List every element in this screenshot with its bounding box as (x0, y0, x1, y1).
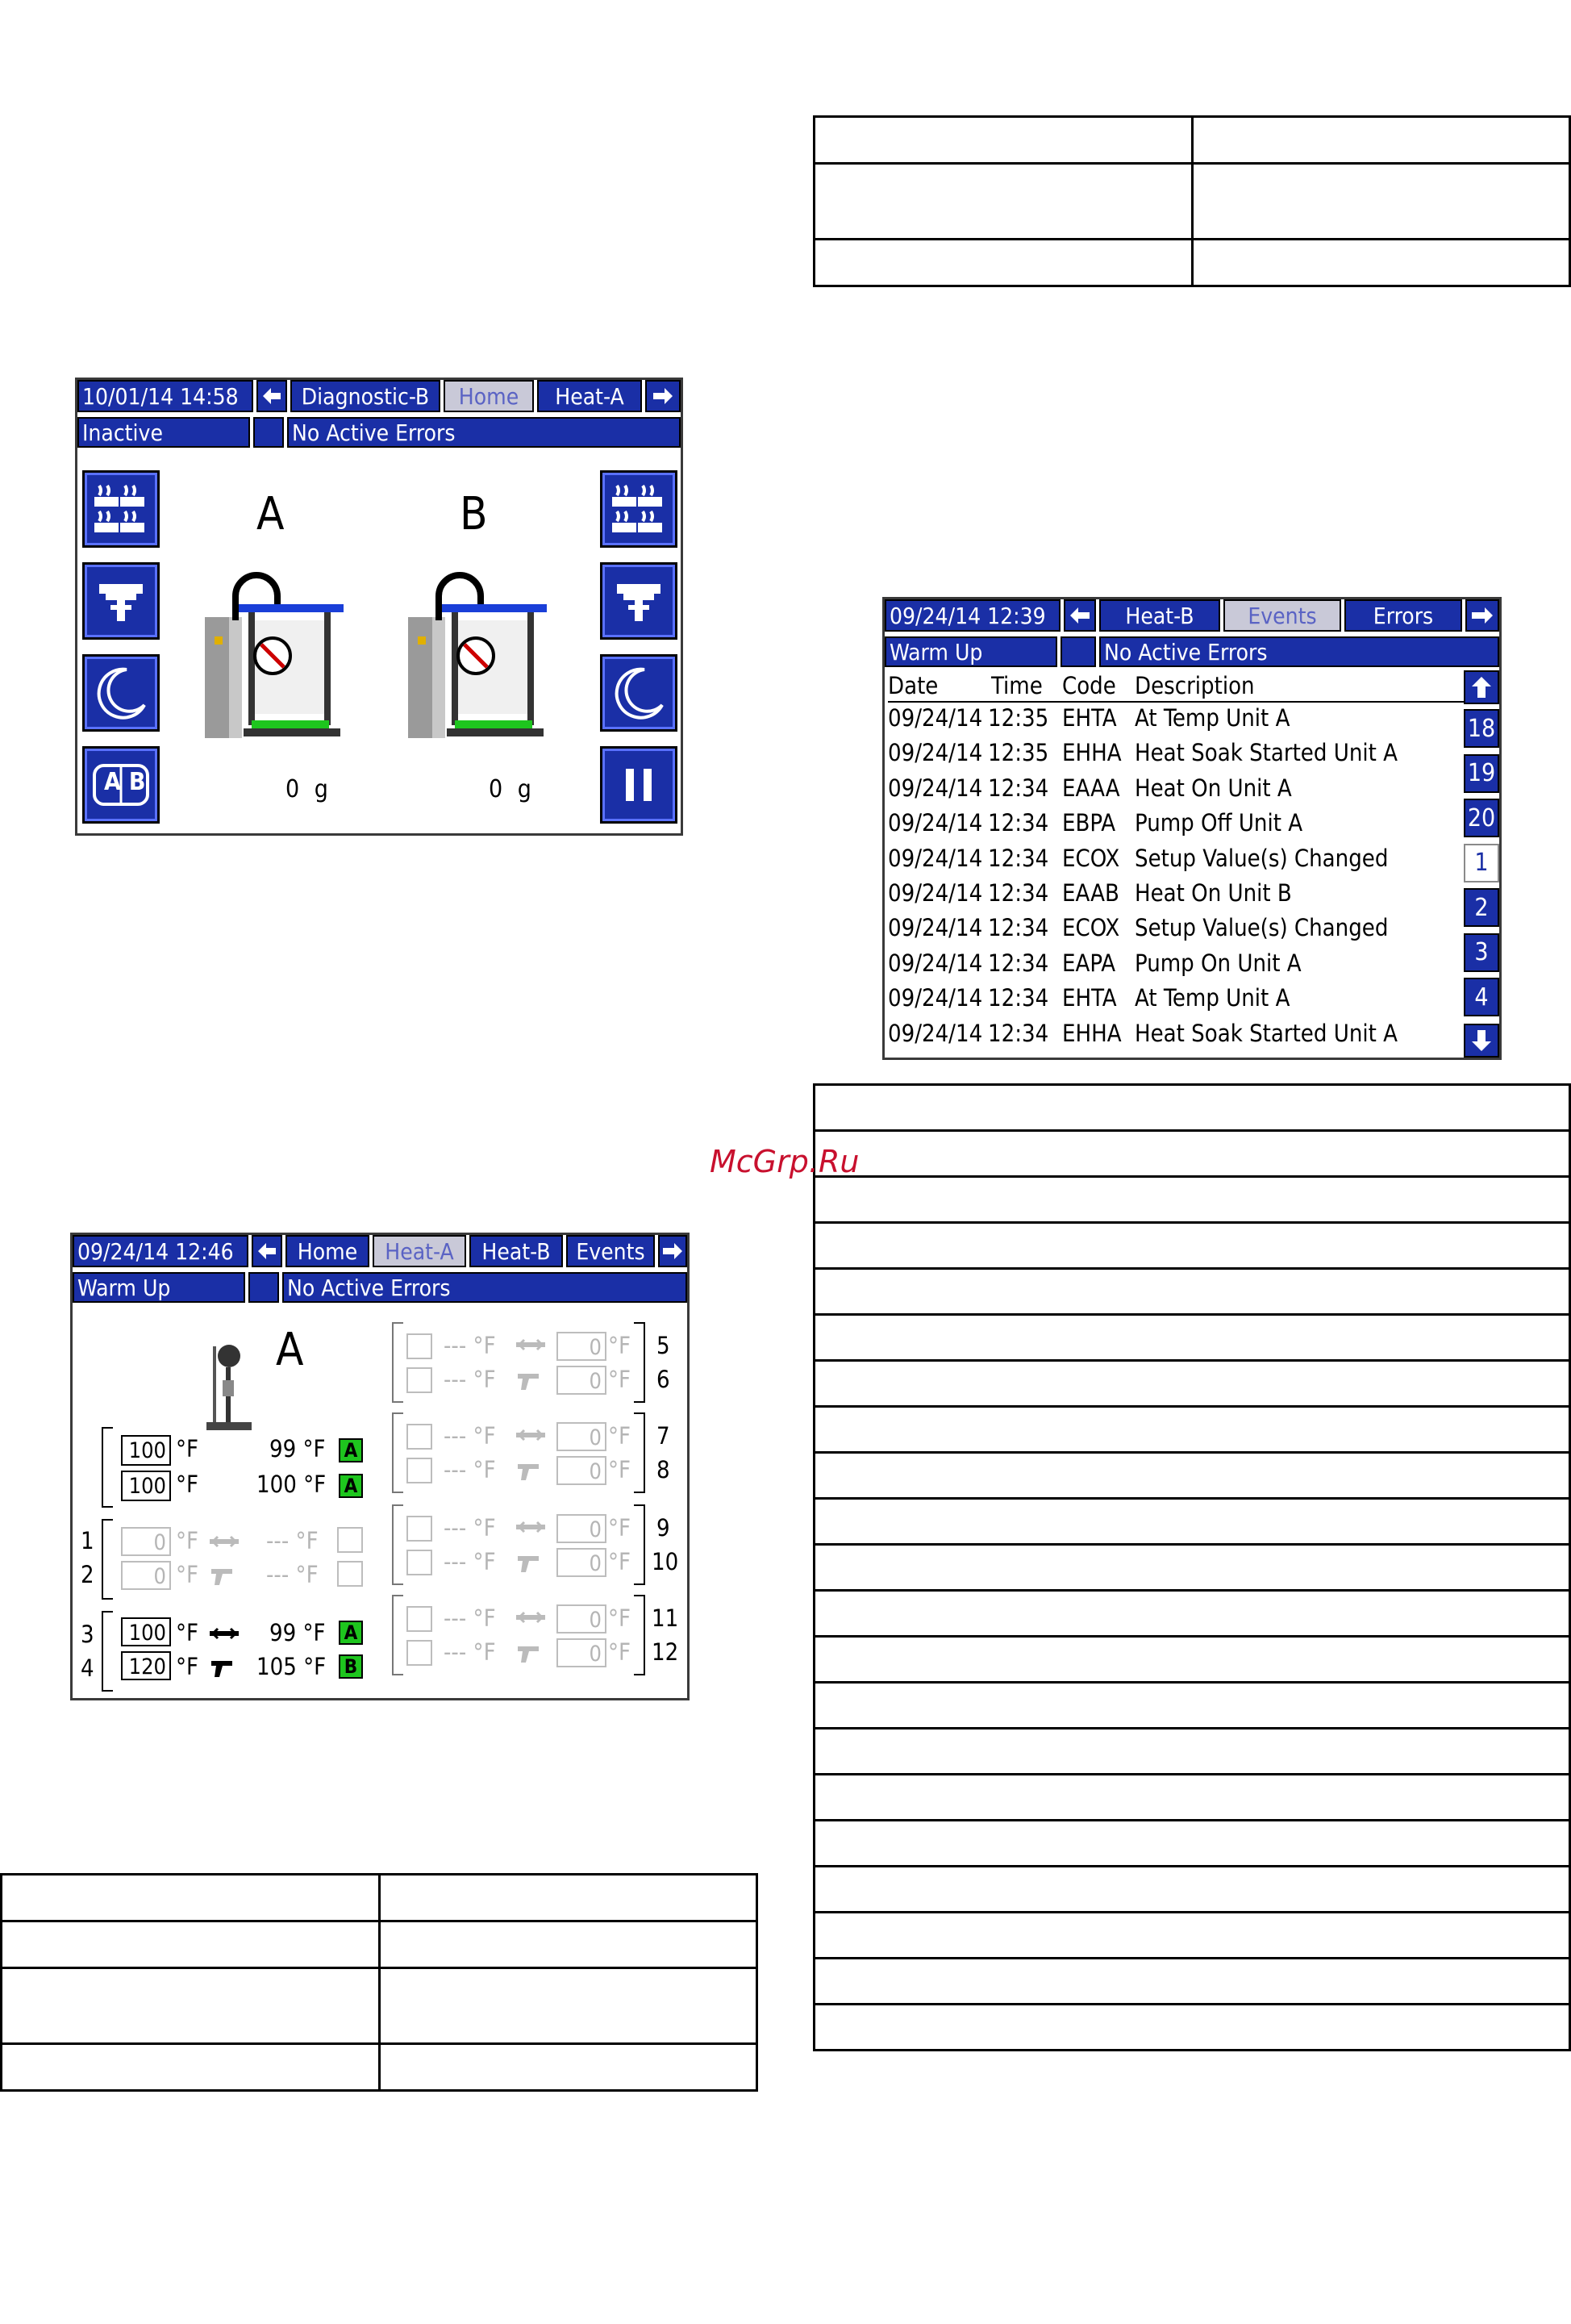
page-button[interactable]: 4 (1464, 978, 1499, 1016)
unit-label: A (276, 1324, 304, 1376)
setpoint-zone-2[interactable]: 0 (121, 1561, 171, 1590)
event-code: ECOX (1062, 914, 1120, 942)
zone-number: 12 (652, 1638, 679, 1666)
ab-button[interactable] (82, 746, 160, 824)
arrow-right-icon (647, 382, 679, 411)
actual-zone-10: --- °F (444, 1548, 496, 1575)
actual-zone-8: --- °F (444, 1456, 496, 1483)
event-desc: At Temp Unit A (1135, 704, 1290, 732)
inactive-badge (337, 1561, 363, 1587)
heat-zones-icon (610, 481, 667, 537)
list-item[interactable] (888, 704, 1462, 736)
event-time: 12:35 (988, 739, 1049, 767)
active-errors: No Active Errors (287, 417, 681, 448)
table-row (815, 1131, 1570, 1177)
setback-button-b[interactable] (600, 654, 677, 732)
table-row (815, 1913, 1570, 1959)
zones-button-a[interactable] (82, 470, 160, 548)
unit-degf-1: °F (176, 1435, 199, 1462)
scroll-up-button[interactable] (1464, 670, 1499, 704)
page-button[interactable]: 1 (1464, 844, 1499, 882)
zone-number: 6 (656, 1366, 670, 1393)
event-code: EAPA (1062, 949, 1116, 977)
hose-icon (515, 1609, 547, 1630)
inactive-badge (406, 1367, 432, 1393)
table-row (815, 1821, 1570, 1867)
event-date: 09/24/14 (888, 844, 983, 872)
event-code: EHHA (1062, 739, 1122, 767)
active-errors: No Active Errors (282, 1272, 687, 1303)
zone-number: 10 (652, 1548, 679, 1575)
setpoint-zone-12[interactable]: 0 (556, 1638, 606, 1667)
table-row (815, 1545, 1570, 1591)
zone-number: 3 (81, 1621, 94, 1648)
event-date: 09/24/14 (888, 879, 983, 907)
inactive-badge (406, 1606, 432, 1632)
bracket (634, 1504, 645, 1585)
tab-heat-b[interactable]: Heat-B (1099, 599, 1220, 632)
home-screen (75, 378, 683, 836)
melter-a-icon (203, 572, 347, 748)
table-row (815, 1223, 1570, 1269)
unit-degf: °F (608, 1548, 631, 1575)
list-item[interactable] (888, 879, 1462, 912)
error-indicator (253, 417, 284, 448)
hose-icon (515, 1427, 547, 1448)
event-desc: Heat Soak Started Unit A (1135, 1019, 1398, 1047)
event-code: EHTA (1062, 984, 1117, 1012)
actual-zone-1: --- °F (266, 1527, 319, 1554)
gun-icon (208, 1566, 240, 1587)
inactive-badge (406, 1424, 432, 1450)
pump-icon (610, 573, 667, 629)
error-indicator (248, 1272, 279, 1303)
events-header (888, 672, 1469, 703)
table-row (815, 1269, 1570, 1315)
actual-zone-2: --- °F (266, 1561, 319, 1588)
event-time: 12:34 (988, 879, 1049, 907)
table-top-right (813, 115, 1571, 287)
heat-zones-icon (93, 481, 149, 537)
unit-degf: °F (608, 1332, 631, 1359)
page-button[interactable]: 19 (1464, 754, 1499, 793)
actual-zone-4: 105 °F (256, 1653, 327, 1680)
event-code: EHHA (1062, 1019, 1122, 1047)
event-desc: Setup Value(s) Changed (1135, 914, 1389, 942)
actual-zone-7: --- °F (444, 1422, 496, 1450)
bracket (634, 1595, 645, 1675)
table-row (815, 1775, 1570, 1821)
pause-icon (615, 761, 663, 809)
tab-heat-a[interactable]: Heat-A (537, 380, 642, 412)
zone-number: 11 (652, 1604, 679, 1632)
actual-unit-2: 100 °F (256, 1471, 327, 1498)
event-desc: Setup Value(s) Changed (1135, 844, 1389, 872)
gun-icon (515, 1553, 547, 1574)
zone-number: 5 (656, 1332, 670, 1359)
col-code: Code (1062, 672, 1116, 699)
watermark: McGrp.Ru (710, 1144, 860, 1179)
event-code: EHTA (1062, 704, 1117, 732)
table-row (815, 1591, 1570, 1637)
unit-degf: °F (608, 1514, 631, 1542)
list-item[interactable] (888, 739, 1462, 771)
table-row (815, 1867, 1570, 1913)
zone-number: 7 (656, 1422, 670, 1450)
arrow-right-icon (1467, 601, 1498, 630)
inactive-badge (406, 1516, 432, 1542)
zone-number: 1 (81, 1527, 94, 1554)
actual-zone-9: --- °F (444, 1514, 496, 1542)
list-item[interactable] (888, 774, 1462, 807)
arrow-left-icon (253, 1237, 281, 1266)
table-row (815, 1959, 1570, 2005)
event-time: 12:34 (988, 984, 1049, 1012)
event-desc: Heat On Unit B (1135, 879, 1292, 907)
moon-icon (610, 665, 667, 721)
unit-a-label: A (256, 488, 285, 540)
unit-degf-2: °F (176, 1471, 199, 1498)
active-badge: A (339, 1621, 363, 1645)
datetime: 09/24/14 12:46 (73, 1235, 248, 1267)
prev-screen-button[interactable] (1064, 599, 1096, 632)
hose-icon (208, 1625, 240, 1642)
event-code: ECOX (1062, 844, 1120, 872)
tab-home[interactable]: Home (444, 380, 534, 412)
inactive-badge (406, 1640, 432, 1666)
page-button[interactable]: 18 (1464, 709, 1499, 748)
gun-icon (208, 1658, 240, 1679)
table-row (815, 1499, 1570, 1545)
next-screen-button[interactable] (645, 380, 681, 412)
gun-icon (515, 1643, 547, 1664)
ab-button-label: AB (104, 768, 154, 796)
datetime: 09/24/14 12:39 (885, 599, 1061, 632)
event-date: 09/24/14 (888, 984, 983, 1012)
moon-icon (93, 665, 149, 721)
melter-b-icon (406, 572, 550, 748)
col-time: Time (991, 672, 1043, 699)
unit-degf: °F (608, 1422, 631, 1450)
table-row (815, 1177, 1570, 1223)
event-date: 09/24/14 (888, 739, 983, 767)
actual-zone-6: --- °F (444, 1366, 496, 1393)
arrow-left-icon (258, 382, 285, 411)
table-row (815, 1729, 1570, 1775)
event-date: 09/24/14 (888, 1019, 983, 1047)
table-row (815, 1683, 1570, 1729)
event-desc: Pump On Unit A (1135, 949, 1302, 977)
active-badge: B (339, 1654, 363, 1679)
tab-errors[interactable]: Errors (1344, 599, 1462, 632)
prev-screen-button[interactable] (256, 380, 287, 412)
setpoint-zone-5[interactable]: 0 (556, 1332, 606, 1361)
table-row (815, 2005, 1570, 2051)
event-code: EBPA (1062, 809, 1116, 837)
tab-events[interactable]: Events (1223, 599, 1341, 632)
event-date: 09/24/14 (888, 774, 983, 802)
bracket (392, 1412, 403, 1493)
active-badge: A (339, 1474, 363, 1498)
next-screen-button[interactable] (1465, 599, 1499, 632)
zone-number: 8 (656, 1456, 670, 1483)
event-time: 12:34 (988, 1019, 1049, 1047)
list-item[interactable] (888, 949, 1462, 982)
hose-icon (515, 1519, 547, 1540)
tab-heat-b[interactable]: Heat-B (469, 1235, 563, 1267)
unit-degf: °F (176, 1653, 199, 1680)
event-desc: Heat Soak Started Unit A (1135, 739, 1398, 767)
arrow-up-icon (1469, 674, 1494, 701)
status-text: Warm Up (73, 1272, 245, 1303)
event-code: EAAB (1062, 879, 1119, 907)
pump-button-b[interactable] (600, 562, 677, 640)
setpoint-zone-1[interactable]: 0 (121, 1527, 171, 1556)
unit-degf: °F (608, 1638, 631, 1666)
unit-b-weight: 0 g (489, 775, 531, 803)
table-row (815, 1407, 1570, 1453)
event-date: 09/24/14 (888, 914, 983, 942)
arrow-right-icon (660, 1237, 685, 1266)
status-text: Inactive (77, 417, 250, 448)
tab-heat-a[interactable]: Heat-A (373, 1235, 466, 1267)
list-item[interactable] (888, 845, 1462, 877)
hose-icon (208, 1533, 240, 1550)
bracket (634, 1412, 645, 1493)
setpoint-zone-9[interactable]: 0 (556, 1514, 606, 1543)
prev-screen-button[interactable] (252, 1235, 282, 1267)
unit-degf: °F (608, 1604, 631, 1632)
bracket (102, 1427, 113, 1508)
event-desc: Heat On Unit A (1135, 774, 1292, 802)
inactive-badge (406, 1550, 432, 1575)
event-time: 12:34 (988, 809, 1049, 837)
col-date: Date (888, 672, 939, 699)
list-item[interactable] (888, 1020, 1462, 1052)
unit-degf: °F (176, 1527, 199, 1554)
gun-icon (515, 1371, 547, 1391)
setpoint-zone-3[interactable]: 100 (121, 1617, 171, 1646)
pump-button-a[interactable] (82, 562, 160, 640)
unit-b-label: B (460, 488, 488, 540)
col-description: Description (1135, 672, 1255, 699)
table-row (815, 1315, 1570, 1361)
zones-button-b[interactable] (600, 470, 677, 548)
bracket (392, 1595, 403, 1675)
datetime: 10/01/14 14:58 (77, 380, 253, 412)
unit-degf: °F (608, 1456, 631, 1483)
actual-zone-3: 99 °F (269, 1619, 326, 1646)
tab-events[interactable]: Events (566, 1235, 655, 1267)
list-item[interactable] (888, 809, 1462, 841)
pump-icon (93, 573, 149, 629)
list-item[interactable] (888, 984, 1462, 1016)
actual-zone-11: --- °F (444, 1604, 496, 1632)
zone-number: 2 (81, 1561, 94, 1588)
inactive-badge (406, 1333, 432, 1359)
event-time: 12:35 (988, 704, 1049, 732)
setpoint-unit-1[interactable]: 100 (121, 1435, 171, 1466)
actual-zone-12: --- °F (444, 1638, 496, 1666)
error-indicator (1061, 636, 1096, 667)
setpoint-zone-11[interactable]: 0 (556, 1604, 606, 1633)
bracket (102, 1519, 113, 1600)
list-item[interactable] (888, 914, 1462, 946)
tab-home[interactable]: Home (285, 1235, 369, 1267)
bracket (102, 1611, 113, 1692)
event-date: 09/24/14 (888, 809, 983, 837)
active-errors: No Active Errors (1099, 636, 1499, 667)
unit-degf: °F (608, 1366, 631, 1393)
table-bottom-left (0, 1873, 758, 2092)
arrow-left-icon (1065, 601, 1094, 630)
arrow-down-icon (1469, 1027, 1494, 1054)
page-button[interactable]: 3 (1464, 933, 1499, 972)
setpoint-zone-10[interactable]: 0 (556, 1548, 606, 1577)
events-screen (882, 597, 1502, 1060)
active-badge: A (339, 1438, 363, 1462)
setpoint-zone-8[interactable]: 0 (556, 1456, 606, 1485)
table-right-list (813, 1083, 1571, 2051)
setpoint-zone-4[interactable]: 120 (121, 1651, 171, 1680)
event-time: 12:34 (988, 914, 1049, 942)
heat-screen (70, 1233, 690, 1700)
table-row (815, 1637, 1570, 1683)
gun-icon (515, 1461, 547, 1482)
event-date: 09/24/14 (888, 949, 983, 977)
table-row (815, 1361, 1570, 1407)
inactive-badge (337, 1527, 363, 1553)
setpoint-unit-2[interactable]: 100 (121, 1471, 171, 1501)
event-time: 12:34 (988, 844, 1049, 872)
unit-degf: °F (176, 1561, 199, 1588)
event-desc: At Temp Unit A (1135, 984, 1290, 1012)
event-time: 12:34 (988, 949, 1049, 977)
page-button[interactable]: 20 (1464, 799, 1499, 837)
status-text: Warm Up (885, 636, 1057, 667)
next-screen-button[interactable] (658, 1235, 687, 1267)
table-row (815, 1453, 1570, 1499)
bracket (392, 1322, 403, 1403)
pause-button[interactable] (600, 746, 677, 824)
event-date: 09/24/14 (888, 704, 983, 732)
unit-a-weight: 0 g (285, 775, 328, 803)
setpoint-zone-7[interactable]: 0 (556, 1422, 606, 1451)
zone-number: 4 (81, 1654, 94, 1682)
actual-zone-5: --- °F (444, 1332, 496, 1359)
hose-icon (515, 1337, 547, 1358)
event-desc: Pump Off Unit A (1135, 809, 1303, 837)
inactive-badge (406, 1458, 432, 1483)
bracket (392, 1504, 403, 1585)
setpoint-zone-6[interactable]: 0 (556, 1366, 606, 1395)
event-code: EAAA (1062, 774, 1120, 802)
melter-icon (202, 1332, 255, 1437)
zone-number: 9 (656, 1514, 670, 1542)
page-button[interactable]: 2 (1464, 888, 1499, 927)
bracket (634, 1322, 645, 1403)
event-time: 12:34 (988, 774, 1049, 802)
table-row (815, 1085, 1570, 1131)
actual-unit-1: 99 °F (269, 1435, 326, 1462)
tab-diagnostic-b[interactable]: Diagnostic-B (290, 380, 440, 412)
unit-degf: °F (176, 1619, 199, 1646)
scroll-down-button[interactable] (1464, 1024, 1499, 1058)
setback-button-a[interactable] (82, 654, 160, 732)
